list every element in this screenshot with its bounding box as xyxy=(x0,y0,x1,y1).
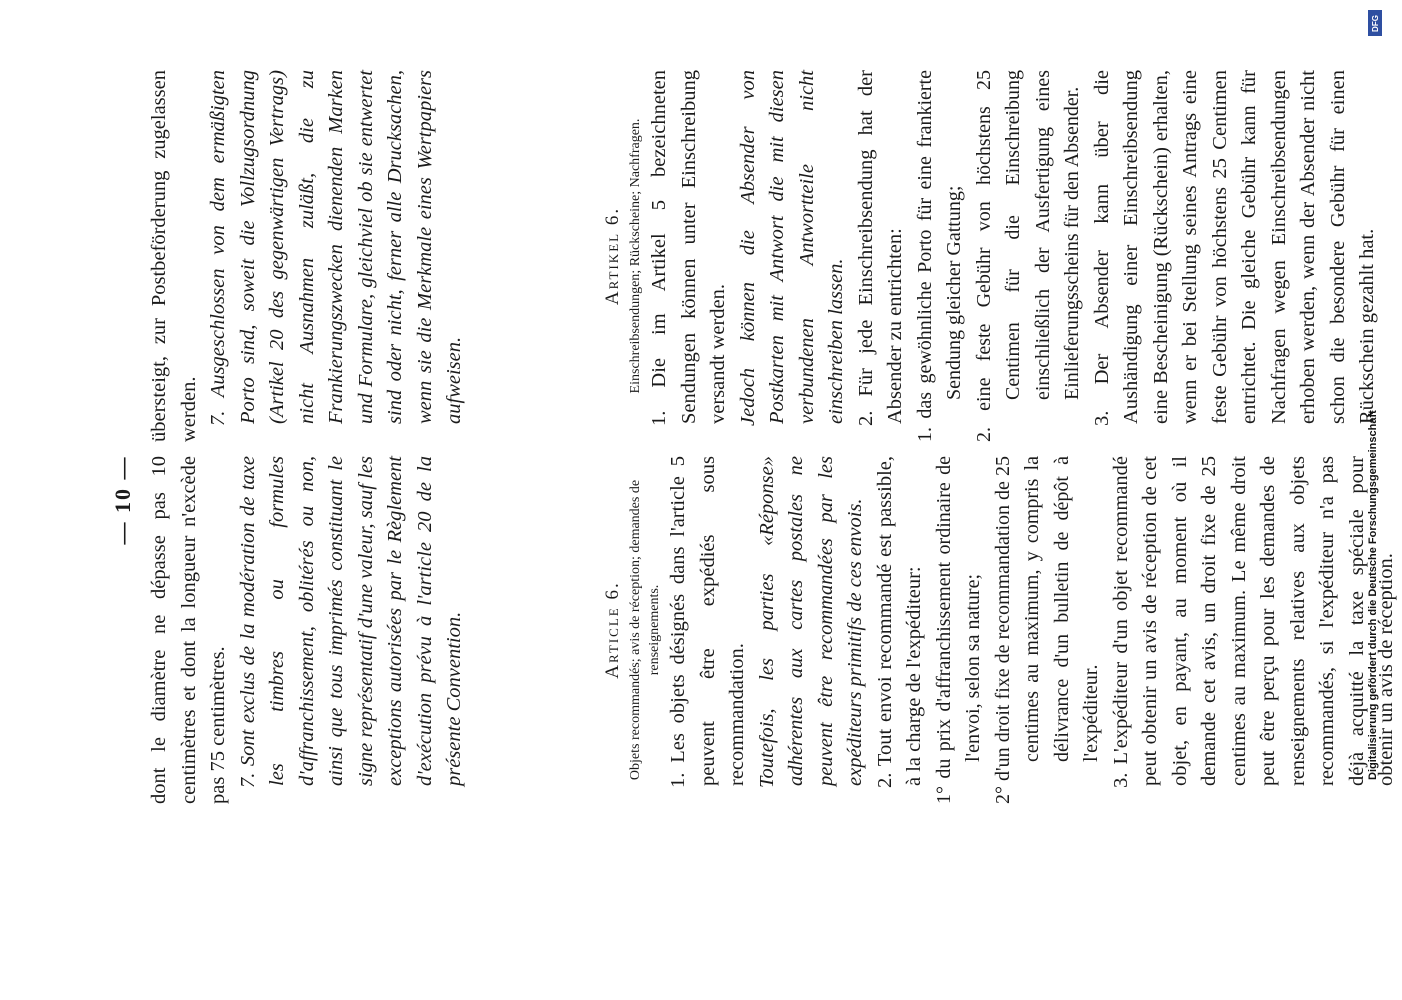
left-column-article xyxy=(600,456,1402,804)
right-para3: 3. Der Absender kann über die Aushändigung einer Einschreibsendung eine Bescheinigung (Rückschein) erhalten, wenn er bei Stellung seines Antrags eine feste Gebühr von höchstens 25 Centimen entrichtet. Die gleiche Gebühr kann für Nachfragen wegen Einschreibsendungen erhoben werden, wenn der Absender nicht schon die besondere Gebühr für einen Rückschein gezahlt hat. xyxy=(1090,70,1378,426)
funding-notice-text: Digitalisierung gefördert durch die Deutsche Forschungsgemeinschaft xyxy=(1367,410,1379,780)
left-para2: 2. Tout envoi recommandé est passible, à la charge de l'expéditeur: xyxy=(873,456,925,788)
right-article-sub: Einschreibsendungen; Rückscheine; Nachfragen. xyxy=(628,118,643,394)
dfg-logo-text: DFG xyxy=(1370,14,1380,32)
right-column-top xyxy=(145,70,470,442)
right-item2: 2. eine feste Gebühr von höchstens 25 Centimen für die Einschreibung einschließlich der Ausfertigung eines Einlieferungsscheins für den Absender. xyxy=(972,70,1083,442)
page-number: — 10 — xyxy=(110,455,135,545)
right-article-heading: Artikel 6. xyxy=(602,206,623,306)
left-para1b: Toutefois, les parties «Réponse» adhérentes aux cartes postales ne peuvent être recommandées par les expéditeurs primitifs de ces envois. xyxy=(755,456,866,788)
left-para7: 7. Sont exclus de la modération de taxe les timbres ou formules d'affranchissement, oblitérés ou non, ainsi que tous imprimés constituant le signe représentatif d'une valeur, sauf les exceptions autorisées par le Règlement d'exécution prévu à l'article 20 de la présente Convention. xyxy=(236,456,465,788)
left-column-top xyxy=(145,456,470,804)
right-para7: 7. Ausgeschlossen von dem ermäßigten Porto sind, soweit die Vollzugsordnung (Artikel 20 des gegenwärtigen Vertrags) nicht Ausnahmen zuläßt, die zu Frankierungszwecken dienenden Marken und Formulare, gleichviel ob sie entwertet sind oder nicht, ferner alle Drucksachen, wenn sie die Merkmale eines Wertpapiers aufweisen. xyxy=(207,70,465,426)
right-para1b: Jedoch können die Absender von Postkarten mit Antwort die mit diesen verbundenen Antwortteile nicht einschreiben lassen. xyxy=(736,70,847,426)
left-item2: 2° d'un droit fixe de recommandation de 25 centimes au maximum, y compris la délivrance d'un bulletin de dépôt à l'expéditeur. xyxy=(991,456,1102,804)
right-column-article xyxy=(600,70,1383,442)
left-intro: dont le diamètre ne dépasse pas 10 centimètres et dont la longueur n'excède pas 75 centimètres. xyxy=(148,456,229,804)
right-intro: übersteigt, zur Postbeförderung zugelassen werden. xyxy=(148,70,200,442)
left-article-sub: Objets recommandés; avis de réception; demandes de renseignements. xyxy=(628,479,662,781)
left-item1: 1° du prix d'affranchissement ordinaire de l'envoi, selon sa nature; xyxy=(932,456,984,804)
left-para3: 3. L'expéditeur d'un objet recommandé peut obtenir un avis de réception de cet objet, en payant, au moment où il demande cet avis, un droit fixe de 25 centimes au maximum. Le même droit peut être perçu pour les demandes de renseignements relatives aux objets recommandés, si l'expéditeur n'a pas déjà acquitté la taxe spéciale pour obtenir un avis de réception. xyxy=(1109,456,1397,788)
left-para1: 1. Les objets désignés dans l'article 5 peuvent être expédiés sous recommandation. xyxy=(667,456,748,788)
right-para2: 2. Für jede Einschreibsendung hat der Absender zu entrichten: xyxy=(854,70,906,426)
left-article-heading: Article 6. xyxy=(602,581,623,679)
right-para1: 1. Die im Artikel 5 bezeichneten Sendungen können unter Einschreibung versandt werden. xyxy=(648,70,729,426)
funding-notice xyxy=(1363,10,1385,990)
right-item1: 1. das gewöhnliche Porto für eine frankierte Sendung gleicher Gattung; xyxy=(913,70,965,442)
